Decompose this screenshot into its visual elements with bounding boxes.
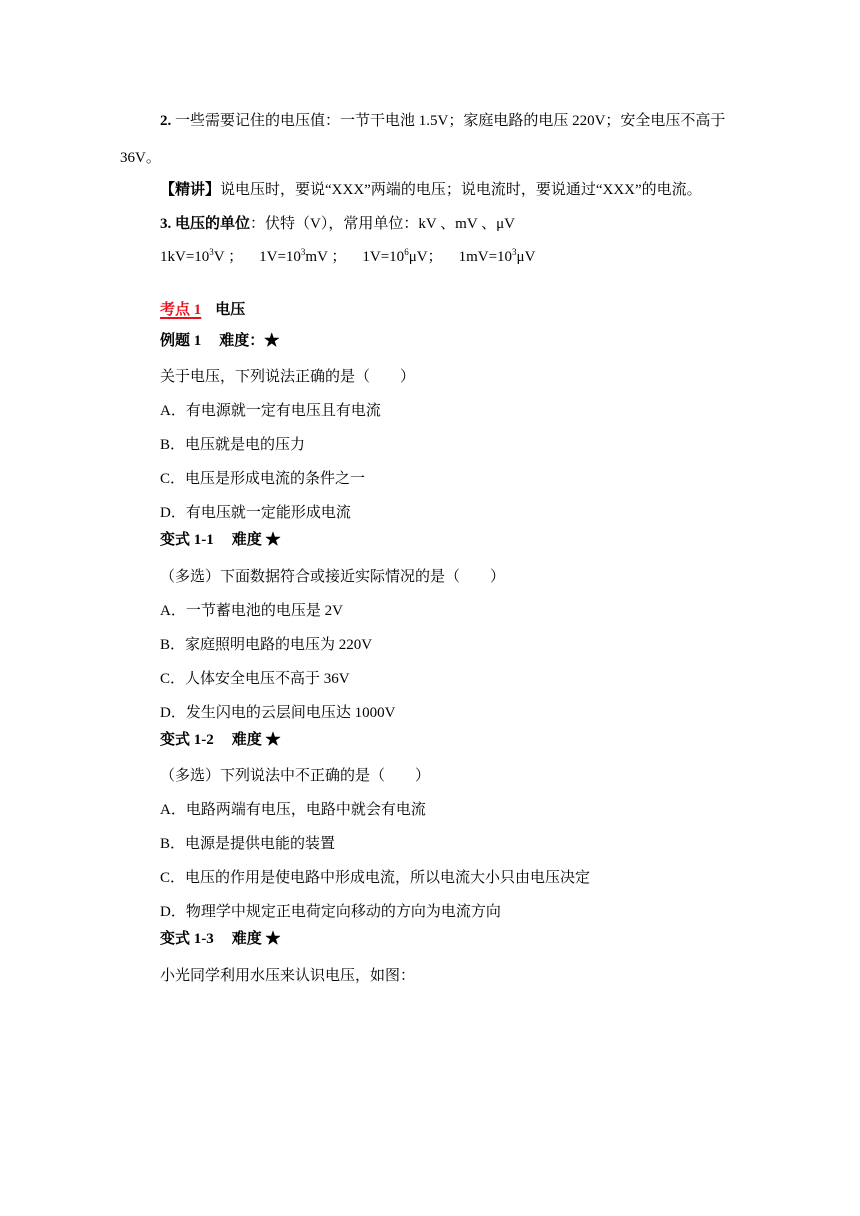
voltage-unit-line <box>160 214 515 234</box>
voltage-values-line-continued: 36V。 <box>120 150 161 166</box>
question-header-1-2: 变式 1-2 难度 ★ <box>160 732 281 748</box>
difficulty-rating: 难度：★ <box>219 333 280 349</box>
voltage-values-text: 一些需要记住的电压值：一节干电池 1.5V；家庭电路的电压 220V；安全电压不高于 <box>171 113 726 129</box>
option-a: A．有电源就一定有电压且有电流 <box>160 403 381 419</box>
option-c: C．电压是形成电流的条件之一 <box>160 471 366 487</box>
section-tag: 考点 1 <box>160 302 202 318</box>
jingjiang-text: 说电压时，要说“XXX”两端的电压；说电流时，要说通过“XXX”的电流。 <box>220 182 702 198</box>
option-c: C．电压的作用是使电路中形成电流，所以电流大小只由电压决定 <box>160 870 591 886</box>
option-b: B．家庭照明电路的电压为 220V <box>160 637 373 653</box>
option-d: D．有电压就一定能形成电流 <box>160 505 351 521</box>
difficulty-rating: 难度 ★ <box>231 532 281 548</box>
difficulty-rating: 难度 ★ <box>231 931 281 947</box>
question-header-1-3: 变式 1-3 难度 ★ <box>160 931 281 947</box>
section-heading <box>160 300 245 320</box>
conversion-mv-uv: $1mV=10^3\mu V$ <box>458 247 536 265</box>
voltage-unit-heading: 电压的单位 <box>171 216 251 232</box>
option-c: C．人体安全电压不高于 36V <box>160 671 350 687</box>
option-a: A．电路两端有电压，电路中就会有电流 <box>160 802 426 818</box>
item-number-3: 3. <box>160 216 172 232</box>
question-stem-1-1: （多选）下面数据符合或接近实际情况的是（ ） <box>160 569 506 585</box>
question-stem-1: 关于电压，下列说法正确的是（ ） <box>160 369 416 385</box>
unit-conversions <box>160 247 535 267</box>
question-stem-1-3: 小光同学利用水压来认识电压，如图： <box>160 968 416 984</box>
difficulty-rating: 难度 ★ <box>231 732 281 748</box>
jingjiang-note <box>160 180 702 200</box>
option-b: B．电源是提供电能的装置 <box>160 836 336 852</box>
voltage-unit-text: ：伏特（V），常用单位：kV 、mV 、μV <box>250 216 516 232</box>
jingjiang-tag: 【精讲】 <box>160 182 221 198</box>
option-d: D．物理学中规定正电荷定向移动的方向为电流方向 <box>160 904 501 920</box>
conversion-kv: $1kV=10^3V$ ； <box>160 247 244 265</box>
question-header-1: 例题 1 难度：★ <box>160 333 280 349</box>
question-header-1-1: 变式 1-1 难度 ★ <box>160 532 281 548</box>
conversion-mv: $1V=10^3mV$ ； <box>259 247 347 265</box>
option-d: D．发生闪电的云层间电压达 1000V <box>160 705 396 721</box>
option-a: A．一节蓄电池的电压是 2V <box>160 603 343 619</box>
conversion-uv: $1V=10^6\mu V$； <box>362 247 443 265</box>
option-b: B．电压就是电的压力 <box>160 437 306 453</box>
section-title: 电压 <box>215 302 246 318</box>
item-number-2: 2. <box>160 113 172 129</box>
voltage-values-line <box>160 111 725 131</box>
question-stem-1-2: （多选）下列说法中不正确的是（ ） <box>160 768 431 784</box>
